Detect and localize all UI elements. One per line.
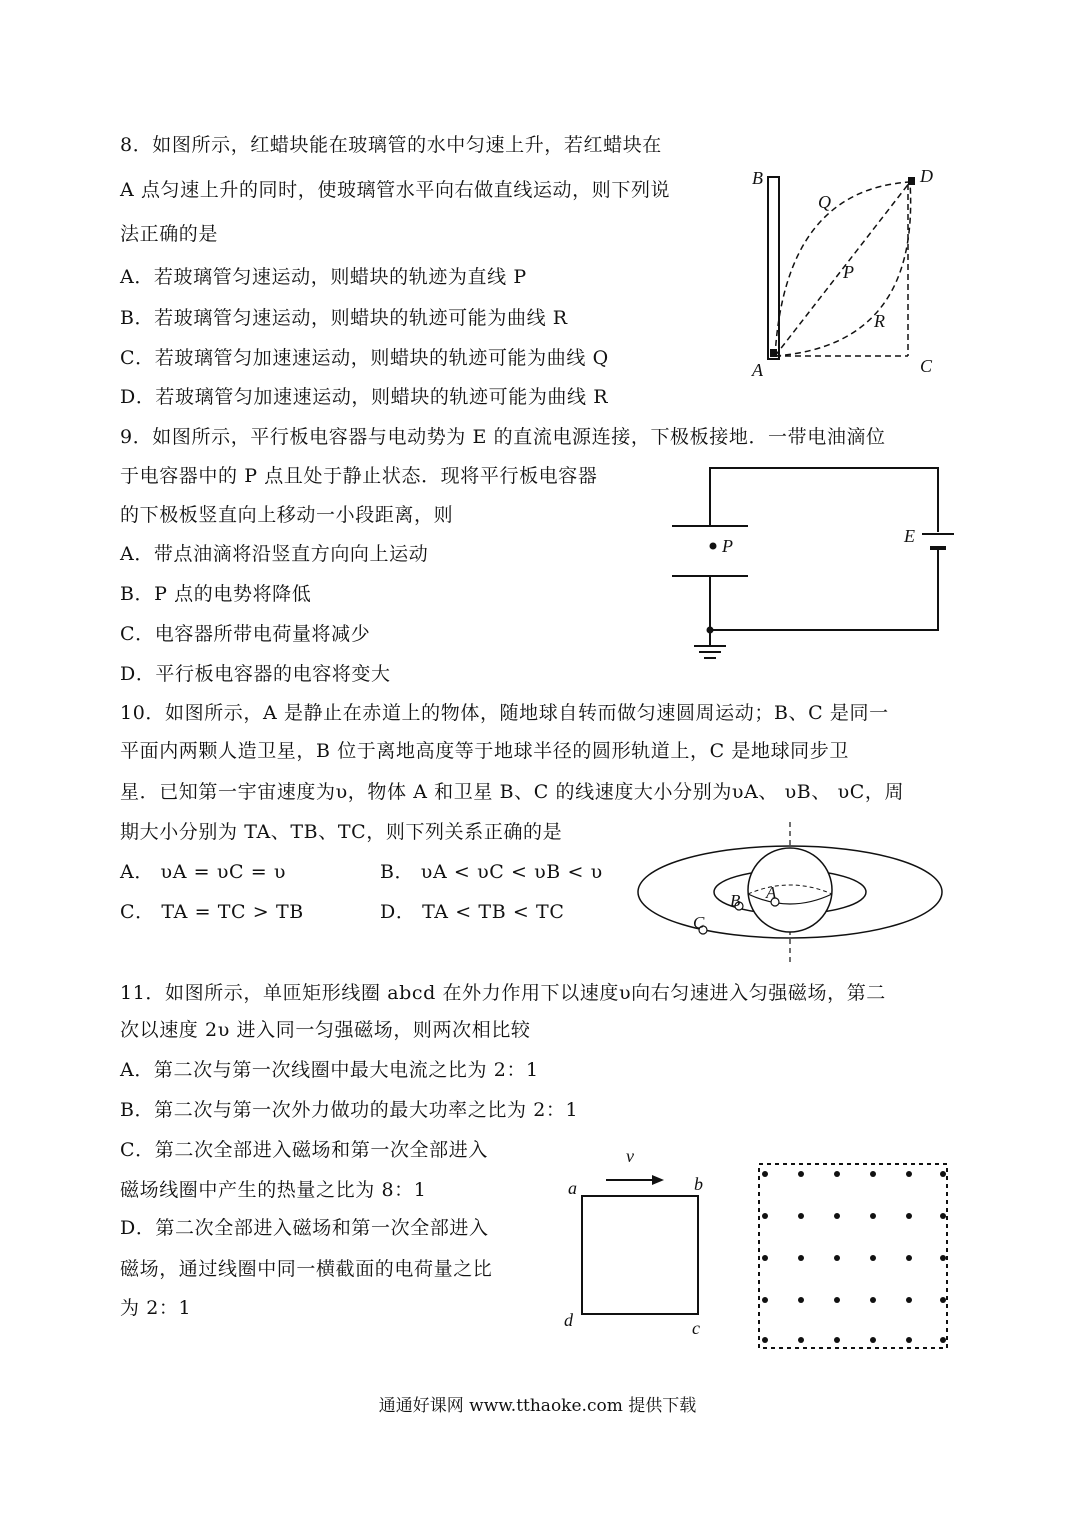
q11-option-d-line-1: D．第二次全部进入磁场和第一次全部进入 (120, 1217, 489, 1239)
field-dot (906, 1255, 912, 1261)
q11-coil-figure (560, 1140, 710, 1340)
q11-option-d-line-2: 磁场，通过线圈中同一横截面的电荷量之比 (120, 1258, 493, 1280)
field-dot (940, 1171, 946, 1177)
rectangular-coil (582, 1196, 698, 1314)
q11-option-d-line-3: 为 2：1 (120, 1297, 192, 1319)
q10-stem-line-4: 期大小分别为 TA、TB、TC，则下列关系正确的是 (120, 821, 563, 843)
field-dot (870, 1297, 876, 1303)
q9-option-a: A．带点油滴将沿竖直方向向上运动 (120, 543, 429, 565)
q8-option-b: B．若玻璃管匀速运动，则蜡块的轨迹可能为曲线 R (120, 307, 568, 329)
oil-drop-p (710, 543, 717, 550)
q9-stem-line-1: 9．如图所示，平行板电容器与电动势为 E 的直流电源连接，下极板接地．一带电油滴位 (120, 426, 886, 448)
q8-option-d: D．若玻璃管匀加速速运动，则蜡块的轨迹可能为曲线 R (120, 386, 609, 408)
field-dot (906, 1171, 912, 1177)
label-c: C (693, 913, 705, 932)
q11-option-c-line-1: C．第二次全部进入磁场和第一次全部进入 (120, 1139, 488, 1161)
q10-option-a: A． υA = υC = υ (120, 861, 287, 883)
label-c: C (920, 356, 933, 376)
field-dot (798, 1337, 804, 1343)
q10-orbit-figure (630, 822, 960, 962)
field-dot (798, 1171, 804, 1177)
field-dot (834, 1171, 840, 1177)
label-a: A (752, 360, 763, 380)
field-dot (870, 1213, 876, 1219)
footer-source: 通通好课网 www.tthaoke.com 提供下载 (378, 1396, 697, 1416)
label-q: Q (818, 192, 831, 212)
q9-option-c: C．电容器所带电荷量将减少 (120, 623, 371, 645)
label-d: d (564, 1310, 573, 1330)
field-dot (834, 1297, 840, 1303)
velocity-arrow-head (652, 1175, 664, 1185)
q11-stem-line-1: 11．如图所示，单匝矩形线圈 abcd 在外力作用下以速度υ向右匀速进入匀强磁场，第二 (120, 982, 886, 1004)
q8-stem-line-3: 法正确的是 (120, 223, 219, 245)
field-dot (940, 1255, 946, 1261)
field-dot (762, 1255, 768, 1261)
wax-block-d (908, 177, 915, 185)
q9-stem-line-3: 的下极板竖直向上移动一小段距离，则 (120, 504, 454, 526)
field-dot (940, 1297, 946, 1303)
field-dot (834, 1213, 840, 1219)
field-dot (870, 1255, 876, 1261)
field-dot (940, 1337, 946, 1343)
label-b: B (752, 168, 763, 188)
field-dot (798, 1213, 804, 1219)
field-dot (870, 1337, 876, 1343)
field-dot (762, 1171, 768, 1177)
label-a: a (568, 1178, 577, 1198)
q10-option-c: C． TA = TC > TB (120, 901, 304, 923)
field-dot (762, 1297, 768, 1303)
field-dots (762, 1171, 946, 1343)
bottom-wire (710, 550, 938, 630)
field-dot (906, 1297, 912, 1303)
field-dot (906, 1213, 912, 1219)
field-dot (798, 1255, 804, 1261)
field-dot (940, 1213, 946, 1219)
label-a: A (766, 883, 777, 902)
q8-stem-line-2: A 点匀速上升的同时，使玻璃管水平向右做直线运动，则下列说 (120, 179, 671, 201)
field-dot (870, 1171, 876, 1177)
q10-stem-line-3: 星．已知第一宇宙速度为υ，物体 A 和卫星 B、C 的线速度大小分别为υA、 υB、 υC，周 (120, 781, 905, 803)
q9-capacitor-circuit (660, 460, 950, 670)
label-d: D (920, 166, 933, 186)
q10-stem-line-1: 10．如图所示，A 是静止在赤道上的物体，随地球自转而做匀速圆周运动；B、C 是同一 (120, 702, 889, 724)
q11-option-b: B．第二次与第一次外力做功的最大功率之比为 2：1 (120, 1099, 579, 1121)
top-wire (710, 468, 938, 532)
q9-stem-line-2: 于电容器中的 P 点且处于静止状态．现将平行板电容器 (120, 465, 598, 487)
field-dot (834, 1337, 840, 1343)
q9-option-d: D．平行板电容器的电容将变大 (120, 663, 391, 685)
label-v: v (626, 1146, 634, 1166)
earth (748, 848, 832, 932)
label-p: P (722, 536, 733, 556)
q10-option-b: B． υA < υC < υB < υ (380, 861, 603, 883)
q11-magnetic-field (755, 1160, 955, 1350)
q8-stem-line-1: 8．如图所示，红蜡块能在玻璃管的水中匀速上升，若红蜡块在 (120, 134, 662, 156)
field-dot (906, 1337, 912, 1343)
q11-option-c-line-2: 磁场线圈中产生的热量之比为 8：1 (120, 1179, 427, 1201)
label-b: B (730, 891, 741, 910)
label-r: R (874, 311, 885, 331)
field-dot (798, 1297, 804, 1303)
field-dot (762, 1337, 768, 1343)
q8-trajectory-figure (740, 160, 950, 380)
q8-option-a: A．若玻璃管匀速运动，则蜡块的轨迹为直线 P (120, 266, 527, 288)
label-b: b (694, 1174, 703, 1194)
q8-option-c: C．若玻璃管匀加速速运动，则蜡块的轨迹可能为曲线 Q (120, 347, 609, 369)
q10-stem-line-2: 平面内两颗人造卫星，B 位于离地高度等于地球半径的圆形轨道上，C 是地球同步卫 (120, 740, 849, 762)
field-dot (834, 1255, 840, 1261)
label-c: c (692, 1318, 700, 1338)
q11-option-a: A．第二次与第一次线圈中最大电流之比为 2：1 (120, 1059, 539, 1081)
q10-option-d: D． TA < TB < TC (380, 901, 565, 923)
label-e: E (904, 526, 915, 546)
label-p: P (843, 262, 854, 282)
field-dot (762, 1213, 768, 1219)
field-boundary (759, 1164, 947, 1348)
q11-stem-line-2: 次以速度 2υ 进入同一匀强磁场，则两次相比较 (120, 1019, 531, 1041)
q9-option-b: B．P 点的电势将降低 (120, 583, 312, 605)
